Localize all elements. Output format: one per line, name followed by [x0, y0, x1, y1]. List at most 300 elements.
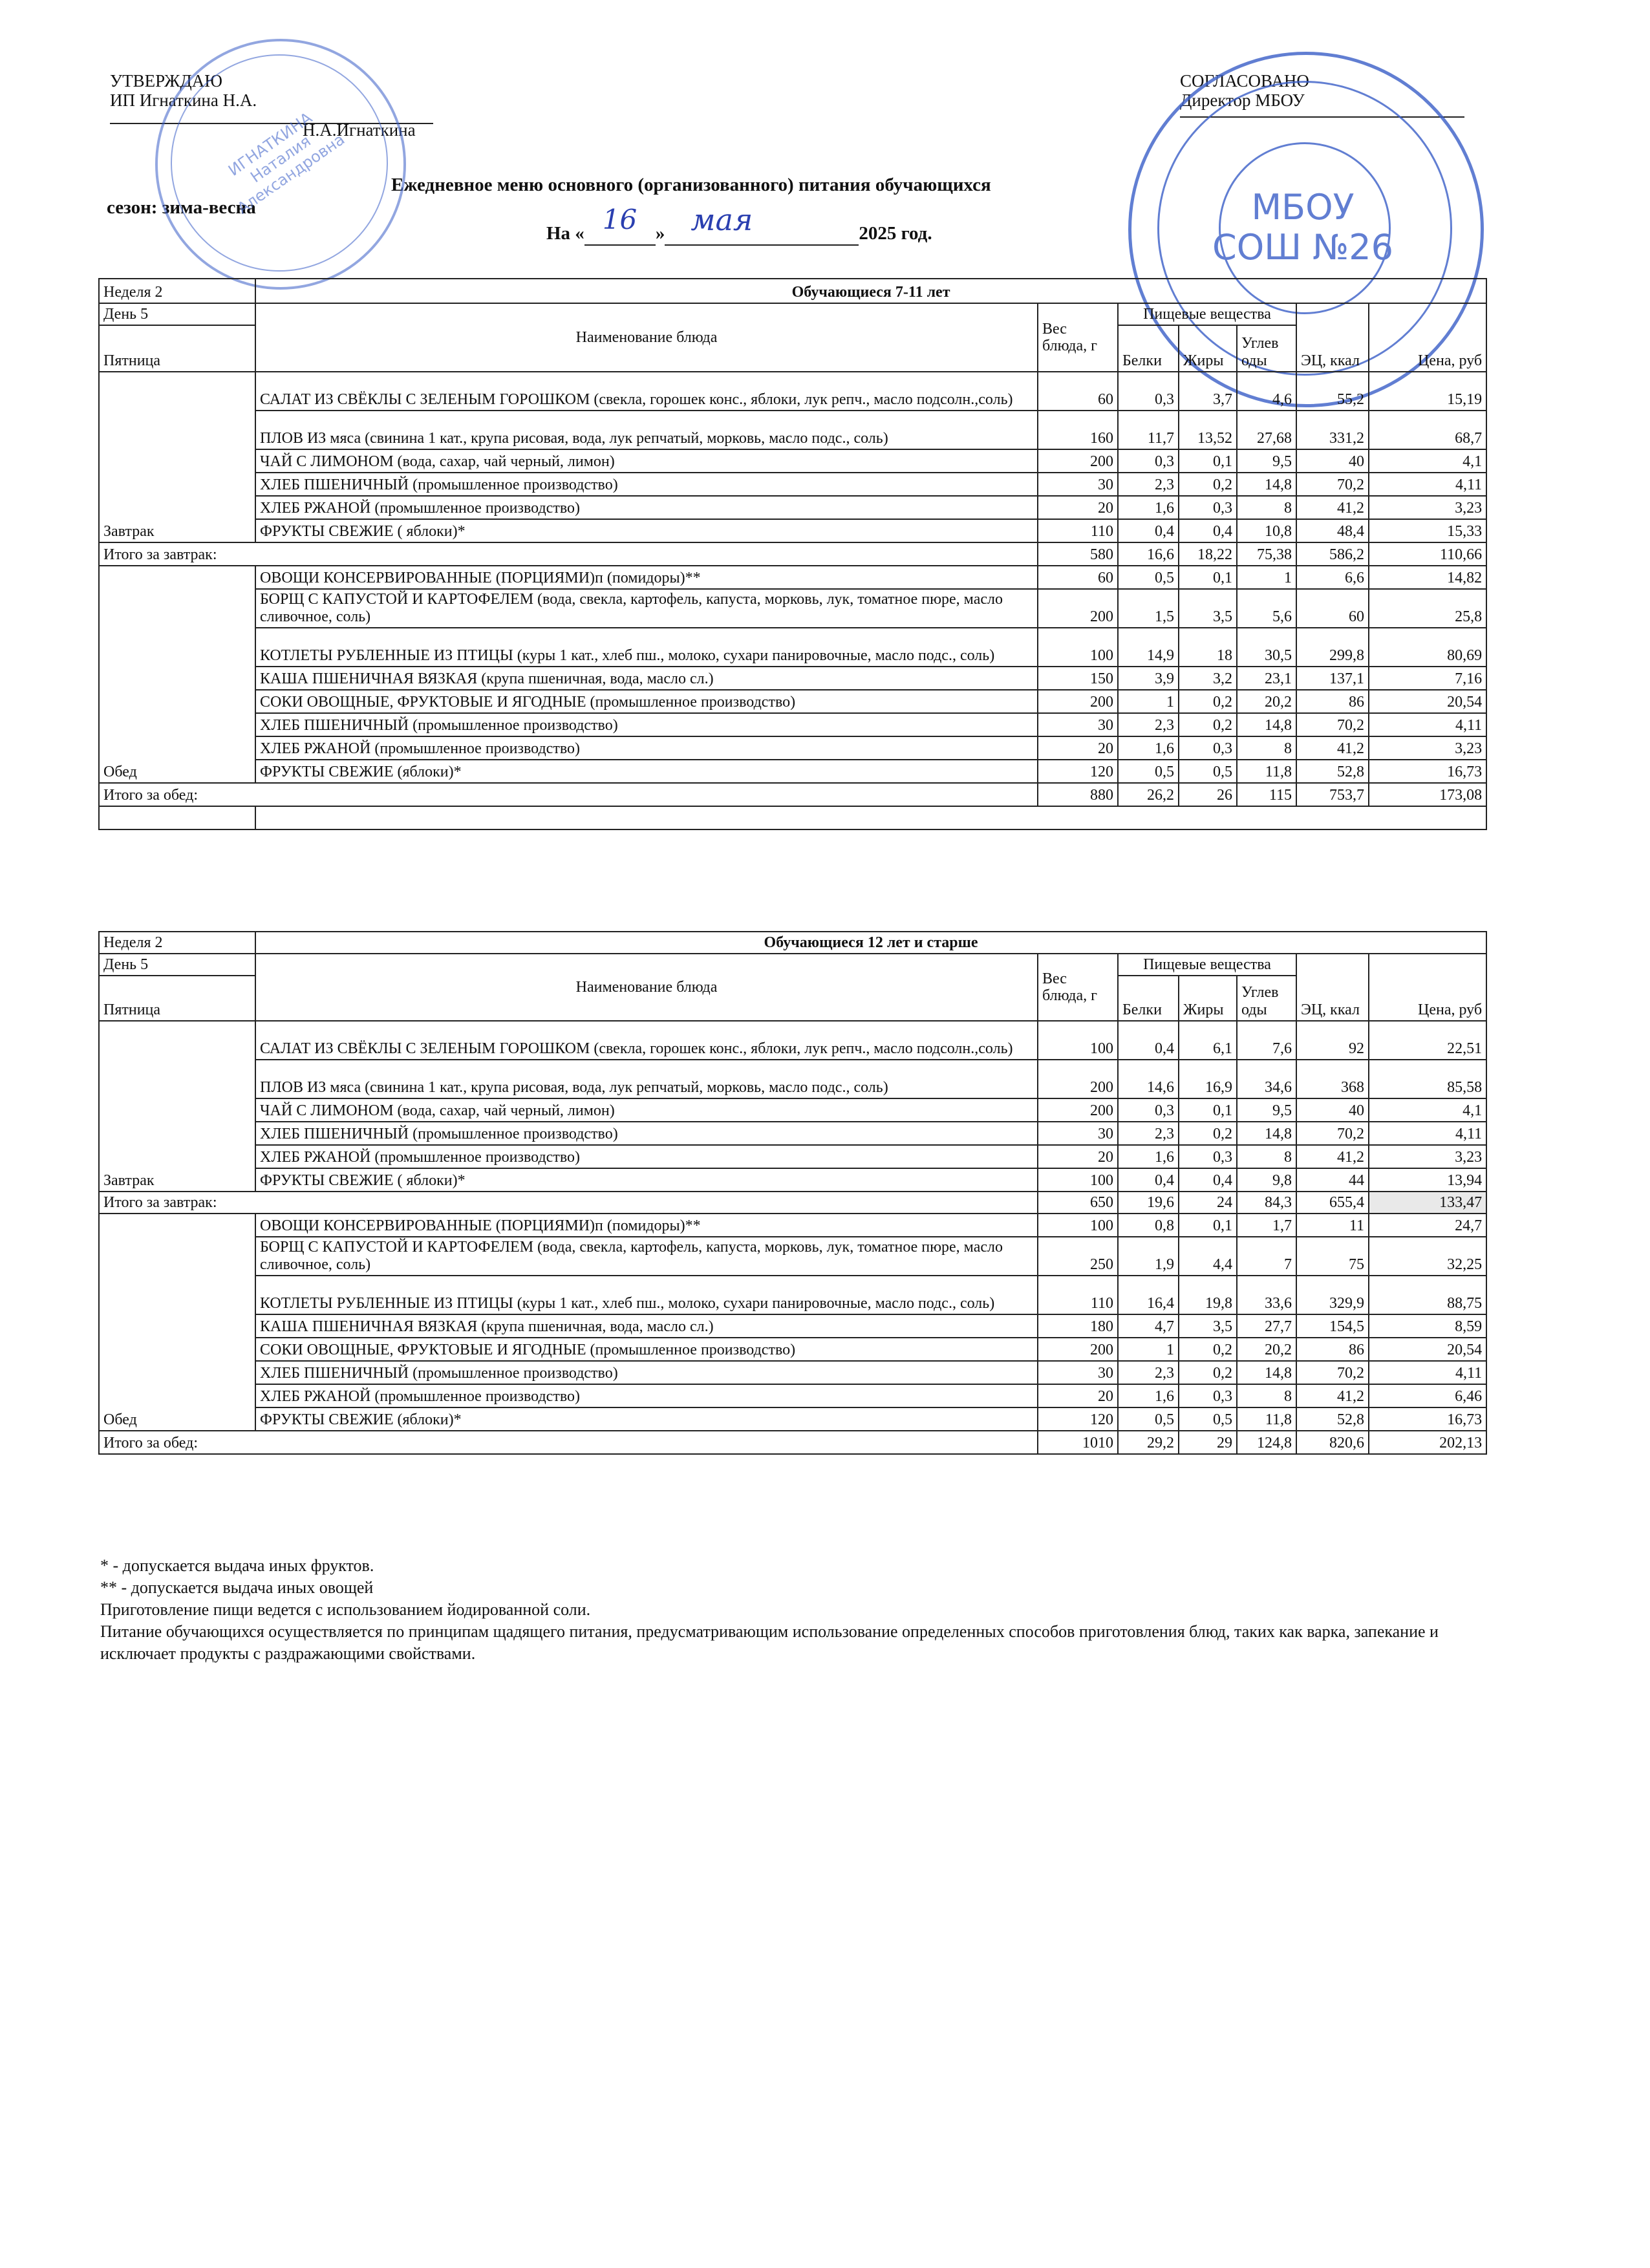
dish-row [99, 496, 1486, 519]
dish-carbs: 27,68 [1237, 411, 1296, 449]
dish-fat: 0,3 [1179, 496, 1237, 519]
total-price: 173,08 [1369, 783, 1486, 806]
dish-carbs: 8 [1237, 1145, 1296, 1168]
dish-protein: 1,6 [1118, 1384, 1179, 1407]
dish-row [99, 628, 1486, 667]
dish-energy: 70,2 [1296, 1361, 1369, 1384]
left-stamp-text: ИГНАТКИНА Наталия Александровна [224, 109, 348, 218]
weekday-label: Пятница [99, 976, 255, 1021]
date-suffix: 2025 год. [859, 223, 932, 244]
dish-row [99, 667, 1486, 690]
dish-name: САЛАТ ИЗ СВЁКЛЫ С ЗЕЛЕНЫМ ГОРОШКОМ (свекла, горошек конс., яблоки, лук репч., масло подсолн.,соль) [255, 1021, 1038, 1060]
dish-protein: 1 [1118, 690, 1179, 713]
dish-energy: 86 [1296, 1338, 1369, 1361]
dish-weight: 180 [1038, 1314, 1118, 1338]
dish-fat: 3,5 [1179, 589, 1237, 628]
dish-name: ЧАЙ С ЛИМОНОМ (вода, сахар, чай черный, лимон) [255, 1098, 1038, 1122]
footnotes [100, 1555, 1490, 1665]
total-energy: 753,7 [1296, 783, 1369, 806]
dish-price: 24,7 [1369, 1214, 1486, 1237]
dish-carbs: 23,1 [1237, 667, 1296, 690]
total-protein: 29,2 [1118, 1431, 1179, 1454]
dish-carbs: 11,8 [1237, 760, 1296, 783]
dish-protein: 0,4 [1118, 1168, 1179, 1192]
total-weight: 580 [1038, 542, 1118, 566]
date-mid: » [655, 223, 665, 244]
total-energy: 655,4 [1296, 1192, 1369, 1214]
dish-name: ХЛЕБ ПШЕНИЧНЫЙ (промышленное производство) [255, 713, 1038, 736]
dish-name: БОРЩ С КАПУСТОЙ И КАРТОФЕЛЕМ (вода, свекла, картофель, капуста, морковь, лук, томатное пюре, масло сливочное, соль) [255, 1237, 1038, 1276]
dish-carbs: 9,5 [1237, 449, 1296, 473]
dish-weight: 110 [1038, 1276, 1118, 1314]
approve-title: УТВЕРЖДАЮ [110, 71, 223, 91]
dish-row [99, 1276, 1486, 1314]
dish-fat: 0,2 [1179, 713, 1237, 736]
col-nutrients: Пищевые вещества [1118, 303, 1296, 325]
lunch-rows-junior [99, 566, 1486, 783]
breakfast-rows-junior [99, 372, 1486, 542]
dish-price: 20,54 [1369, 1338, 1486, 1361]
dish-price: 4,1 [1369, 449, 1486, 473]
dish-weight: 30 [1038, 473, 1118, 496]
total-carbs: 124,8 [1237, 1431, 1296, 1454]
total-energy: 820,6 [1296, 1431, 1369, 1454]
total-label: Итого за завтрак: [99, 542, 1038, 566]
dish-row [99, 1145, 1486, 1168]
date-day: 16 [602, 204, 638, 235]
dish-energy: 40 [1296, 449, 1369, 473]
dish-carbs: 7 [1237, 1237, 1296, 1276]
day-label: День 5 [99, 303, 255, 325]
dish-price: 3,23 [1369, 736, 1486, 760]
dish-weight: 200 [1038, 690, 1118, 713]
dish-row [99, 1384, 1486, 1407]
breakfast-total-row [99, 542, 1486, 566]
dish-price: 32,25 [1369, 1237, 1486, 1276]
col-dish-name: Наименование блюда [255, 303, 1038, 372]
dish-protein: 2,3 [1118, 713, 1179, 736]
dish-energy: 41,2 [1296, 1384, 1369, 1407]
total-carbs: 84,3 [1237, 1192, 1296, 1214]
dish-row [99, 1237, 1486, 1276]
dish-fat: 16,9 [1179, 1060, 1237, 1098]
dish-weight: 30 [1038, 1361, 1118, 1384]
col-fat: Жиры [1179, 325, 1237, 372]
lunch-total-row [99, 1431, 1486, 1454]
total-label: Итого за обед: [99, 1431, 1038, 1454]
col-protein: Белки [1118, 325, 1179, 372]
dish-protein: 16,4 [1118, 1276, 1179, 1314]
total-fat: 29 [1179, 1431, 1237, 1454]
season-label: сезон: зима-весна [107, 197, 256, 218]
col-protein: Белки [1118, 976, 1179, 1021]
menu-table-junior [98, 278, 1487, 830]
dish-name: ОВОЩИ КОНСЕРВИРОВАННЫЕ (ПОРЦИЯМИ)п (помидоры)** [255, 1214, 1038, 1237]
dish-name: ФРУКТЫ СВЕЖИЕ ( яблоки)* [255, 1168, 1038, 1192]
meal-label: Завтрак [99, 1021, 255, 1192]
note-gentle-nutrition: Питание обучающихся осуществляется по принципам щадящего питания, предусматривающим использование определенных способов приготовления блюд, таких как варка, запекание и исключает продукты с раздражающими свойствами. [100, 1622, 1439, 1663]
dish-protein: 0,3 [1118, 1098, 1179, 1122]
dish-price: 16,73 [1369, 760, 1486, 783]
dish-weight: 150 [1038, 667, 1118, 690]
left-stamp [155, 39, 406, 290]
day-label: День 5 [99, 954, 255, 976]
breakfast-total-row [99, 1192, 1486, 1214]
dish-weight: 250 [1038, 1237, 1118, 1276]
weekday-label: Пятница [99, 325, 255, 372]
dish-protein: 1,9 [1118, 1237, 1179, 1276]
right-stamp-line2: СОШ №26 [1212, 227, 1393, 268]
dish-price: 25,8 [1369, 589, 1486, 628]
dish-row [99, 372, 1486, 411]
dish-fat: 0,1 [1179, 566, 1237, 589]
total-weight: 880 [1038, 783, 1118, 806]
dish-protein: 1,5 [1118, 589, 1179, 628]
total-fat: 18,22 [1179, 542, 1237, 566]
dish-price: 14,82 [1369, 566, 1486, 589]
dish-fat: 3,2 [1179, 667, 1237, 690]
dish-weight: 200 [1038, 1060, 1118, 1098]
dish-energy: 55,2 [1296, 372, 1369, 411]
dish-price: 20,54 [1369, 690, 1486, 713]
dish-energy: 137,1 [1296, 667, 1369, 690]
dish-carbs: 27,7 [1237, 1314, 1296, 1338]
dish-fat: 0,2 [1179, 1122, 1237, 1145]
dish-fat: 0,4 [1179, 1168, 1237, 1192]
total-weight: 1010 [1038, 1431, 1118, 1454]
dish-carbs: 7,6 [1237, 1021, 1296, 1060]
total-price: 202,13 [1369, 1431, 1486, 1454]
dish-fat: 0,1 [1179, 1214, 1237, 1237]
dish-weight: 30 [1038, 1122, 1118, 1145]
meal-label: Обед [99, 566, 255, 783]
dish-name: КАША ПШЕНИЧНАЯ ВЯЗКАЯ (крупа пшеничная, вода, масло сл.) [255, 1314, 1038, 1338]
dish-row [99, 713, 1486, 736]
breakfast-rows-senior [99, 1021, 1486, 1192]
dish-name: САЛАТ ИЗ СВЁКЛЫ С ЗЕЛЕНЫМ ГОРОШКОМ (свекла, горошек конс., яблоки, лук репч., масло подсолн.,соль) [255, 372, 1038, 411]
dish-price: 15,19 [1369, 372, 1486, 411]
dish-row [99, 1060, 1486, 1098]
dish-carbs: 33,6 [1237, 1276, 1296, 1314]
spacer-row [99, 806, 1486, 829]
dish-protein: 1,6 [1118, 736, 1179, 760]
dish-weight: 110 [1038, 519, 1118, 542]
dish-weight: 60 [1038, 566, 1118, 589]
total-carbs: 115 [1237, 783, 1296, 806]
dish-protein: 0,4 [1118, 1021, 1179, 1060]
dish-row [99, 736, 1486, 760]
dish-protein: 0,3 [1118, 372, 1179, 411]
dish-fat: 0,1 [1179, 449, 1237, 473]
total-fat: 26 [1179, 783, 1237, 806]
dish-name: ХЛЕБ РЖАНОЙ (промышленное производство) [255, 496, 1038, 519]
dish-fat: 0,1 [1179, 1098, 1237, 1122]
lunch-total-row [99, 783, 1486, 806]
dish-price: 16,73 [1369, 1407, 1486, 1431]
dish-protein: 3,9 [1118, 667, 1179, 690]
col-carbs: Углев оды [1237, 976, 1296, 1021]
dish-price: 7,16 [1369, 667, 1486, 690]
dish-row [99, 1214, 1486, 1237]
dish-row [99, 690, 1486, 713]
dish-fat: 0,2 [1179, 690, 1237, 713]
dish-fat: 0,3 [1179, 1145, 1237, 1168]
dish-row [99, 589, 1486, 628]
dish-energy: 41,2 [1296, 736, 1369, 760]
dish-carbs: 1 [1237, 566, 1296, 589]
dish-fat: 18 [1179, 628, 1237, 667]
dish-weight: 200 [1038, 589, 1118, 628]
dish-name: ФРУКТЫ СВЕЖИЕ (яблоки)* [255, 760, 1038, 783]
total-protein: 19,6 [1118, 1192, 1179, 1214]
dish-name: СОКИ ОВОЩНЫЕ, ФРУКТОВЫЕ И ЯГОДНЫЕ (промышленное производство) [255, 1338, 1038, 1361]
total-fat: 24 [1179, 1192, 1237, 1214]
dish-row [99, 411, 1486, 449]
dish-price: 6,46 [1369, 1384, 1486, 1407]
dish-energy: 70,2 [1296, 473, 1369, 496]
right-stamp-line1: МБОУ [1251, 187, 1355, 228]
dish-energy: 329,9 [1296, 1276, 1369, 1314]
dish-name: ПЛОВ ИЗ мяса (свинина 1 кат., крупа рисовая, вода, лук репчатый, морковь, масло подс., соль) [255, 411, 1038, 449]
dish-fat: 0,2 [1179, 473, 1237, 496]
dish-weight: 100 [1038, 1021, 1118, 1060]
dish-weight: 200 [1038, 449, 1118, 473]
date-month: мая [691, 202, 753, 237]
agree-title: СОГЛАСОВАНО [1180, 71, 1309, 91]
dish-fat: 0,2 [1179, 1338, 1237, 1361]
total-price: 133,47 [1369, 1192, 1486, 1214]
dish-protein: 14,6 [1118, 1060, 1179, 1098]
dish-energy: 11 [1296, 1214, 1369, 1237]
dish-fat: 19,8 [1179, 1276, 1237, 1314]
dish-carbs: 14,8 [1237, 1361, 1296, 1384]
dish-carbs: 11,8 [1237, 1407, 1296, 1431]
dish-energy: 92 [1296, 1021, 1369, 1060]
date-day-field [584, 204, 656, 246]
page-title: Ежедневное меню основного (организованного) питания обучающихся [391, 175, 991, 195]
dish-weight: 20 [1038, 736, 1118, 760]
dish-carbs: 8 [1237, 736, 1296, 760]
dish-energy: 44 [1296, 1168, 1369, 1192]
dish-carbs: 8 [1237, 496, 1296, 519]
dish-fat: 0,3 [1179, 736, 1237, 760]
dish-energy: 52,8 [1296, 1407, 1369, 1431]
dish-fat: 3,5 [1179, 1314, 1237, 1338]
approve-org: ИП Игнаткина Н.А. [110, 91, 257, 110]
total-energy: 586,2 [1296, 542, 1369, 566]
dish-row [99, 449, 1486, 473]
group-title: Обучающиеся 7-11 лет [255, 279, 1486, 303]
dish-name: ФРУКТЫ СВЕЖИЕ ( яблоки)* [255, 519, 1038, 542]
dish-carbs: 1,7 [1237, 1214, 1296, 1237]
dish-name: ОВОЩИ КОНСЕРВИРОВАННЫЕ (ПОРЦИЯМИ)п (помидоры)** [255, 566, 1038, 589]
dish-row [99, 1021, 1486, 1060]
dish-price: 4,11 [1369, 713, 1486, 736]
dish-weight: 20 [1038, 496, 1118, 519]
total-protein: 26,2 [1118, 783, 1179, 806]
dish-price: 13,94 [1369, 1168, 1486, 1192]
dish-carbs: 8 [1237, 1384, 1296, 1407]
dish-carbs: 30,5 [1237, 628, 1296, 667]
dish-protein: 1,6 [1118, 496, 1179, 519]
dish-price: 68,7 [1369, 411, 1486, 449]
dish-row [99, 1168, 1486, 1192]
dish-price: 4,11 [1369, 1122, 1486, 1145]
dish-carbs: 9,5 [1237, 1098, 1296, 1122]
dish-name: СОКИ ОВОЩНЫЕ, ФРУКТОВЫЕ И ЯГОДНЫЕ (промышленное производство) [255, 690, 1038, 713]
dish-weight: 60 [1038, 372, 1118, 411]
dish-energy: 41,2 [1296, 1145, 1369, 1168]
dish-energy: 40 [1296, 1098, 1369, 1122]
dish-row [99, 1122, 1486, 1145]
col-weight: Вес блюда, г [1038, 954, 1118, 1021]
col-price: Цена, руб [1369, 976, 1486, 1021]
agree-position: Директор МБОУ [1180, 91, 1305, 110]
dish-weight: 100 [1038, 1168, 1118, 1192]
total-label: Итого за завтрак: [99, 1192, 1038, 1214]
col-energy: ЭЦ, ккал [1296, 325, 1369, 372]
dish-name: ХЛЕБ РЖАНОЙ (промышленное производство) [255, 1384, 1038, 1407]
dish-protein: 14,9 [1118, 628, 1179, 667]
total-price: 110,66 [1369, 542, 1486, 566]
dish-energy: 48,4 [1296, 519, 1369, 542]
dish-row [99, 473, 1486, 496]
group-title: Обучающиеся 12 лет и старше [255, 932, 1486, 954]
total-label: Итого за обед: [99, 783, 1038, 806]
dish-weight: 20 [1038, 1384, 1118, 1407]
dish-row [99, 760, 1486, 783]
dish-weight: 120 [1038, 760, 1118, 783]
approve-signer: Н.А.Игнаткина [303, 120, 416, 140]
dish-name: ЧАЙ С ЛИМОНОМ (вода, сахар, чай черный, лимон) [255, 449, 1038, 473]
dish-weight: 160 [1038, 411, 1118, 449]
dish-protein: 4,7 [1118, 1314, 1179, 1338]
menu-table-senior [98, 931, 1487, 1455]
dish-name: ХЛЕБ РЖАНОЙ (промышленное производство) [255, 1145, 1038, 1168]
date-prefix: На « [546, 223, 584, 244]
col-dish-name: Наименование блюда [255, 954, 1038, 1021]
dish-energy: 70,2 [1296, 1122, 1369, 1145]
dish-row [99, 1407, 1486, 1431]
right-stamp-center [1131, 187, 1474, 268]
dish-weight: 20 [1038, 1145, 1118, 1168]
footnote-vegetables: ** - допускается выдача иных овощей [100, 1578, 374, 1597]
dish-fat: 0,4 [1179, 519, 1237, 542]
week-label: Неделя 2 [99, 279, 255, 303]
footnote-fruits: * - допускается выдача иных фруктов. [100, 1556, 374, 1575]
dish-carbs: 34,6 [1237, 1060, 1296, 1098]
date-line [546, 202, 932, 246]
dish-protein: 0,3 [1118, 449, 1179, 473]
dish-carbs: 10,8 [1237, 519, 1296, 542]
dish-energy: 41,2 [1296, 496, 1369, 519]
dish-row [99, 1098, 1486, 1122]
dish-fat: 0,5 [1179, 760, 1237, 783]
dish-energy: 60 [1296, 589, 1369, 628]
col-weight: Вес блюда, г [1038, 303, 1118, 372]
dish-energy: 52,8 [1296, 760, 1369, 783]
dish-fat: 4,4 [1179, 1237, 1237, 1276]
dish-energy: 154,5 [1296, 1314, 1369, 1338]
dish-protein: 2,3 [1118, 1361, 1179, 1384]
dish-carbs: 14,8 [1237, 713, 1296, 736]
week-label: Неделя 2 [99, 932, 255, 954]
dish-fat: 3,7 [1179, 372, 1237, 411]
dish-name: КОТЛЕТЫ РУБЛЕННЫЕ ИЗ ПТИЦЫ (куры 1 кат., хлеб пш., молоко, сухари панировочные, масло подс., соль) [255, 1276, 1038, 1314]
dish-fat: 6,1 [1179, 1021, 1237, 1060]
dish-price: 80,69 [1369, 628, 1486, 667]
dish-carbs: 9,8 [1237, 1168, 1296, 1192]
dish-name: ХЛЕБ ПШЕНИЧНЫЙ (промышленное производство) [255, 473, 1038, 496]
col-fat: Жиры [1179, 976, 1237, 1021]
dish-carbs: 20,2 [1237, 690, 1296, 713]
dish-name: ПЛОВ ИЗ мяса (свинина 1 кат., крупа рисовая, вода, лук репчатый, морковь, масло подс., соль) [255, 1060, 1038, 1098]
dish-protein: 0,8 [1118, 1214, 1179, 1237]
dish-energy: 86 [1296, 690, 1369, 713]
dish-weight: 100 [1038, 628, 1118, 667]
dish-name: ХЛЕБ ПШЕНИЧНЫЙ (промышленное производство) [255, 1361, 1038, 1384]
dish-price: 4,11 [1369, 473, 1486, 496]
dish-energy: 70,2 [1296, 713, 1369, 736]
dish-weight: 120 [1038, 1407, 1118, 1431]
dish-name: ФРУКТЫ СВЕЖИЕ (яблоки)* [255, 1407, 1038, 1431]
col-price: Цена, руб [1369, 325, 1486, 372]
dish-name: ХЛЕБ ПШЕНИЧНЫЙ (промышленное производство) [255, 1122, 1038, 1145]
dish-price: 85,58 [1369, 1060, 1486, 1098]
col-nutrients: Пищевые вещества [1118, 954, 1296, 976]
dish-protein: 0,5 [1118, 566, 1179, 589]
dish-protein: 0,5 [1118, 760, 1179, 783]
dish-protein: 1,6 [1118, 1145, 1179, 1168]
meal-label: Обед [99, 1214, 255, 1431]
dish-price: 8,59 [1369, 1314, 1486, 1338]
dish-energy: 331,2 [1296, 411, 1369, 449]
dish-protein: 0,4 [1118, 519, 1179, 542]
dish-name: КАША ПШЕНИЧНАЯ ВЯЗКАЯ (крупа пшеничная, вода, масло сл.) [255, 667, 1038, 690]
dish-protein: 2,3 [1118, 473, 1179, 496]
dish-energy: 368 [1296, 1060, 1369, 1098]
dish-protein: 0,5 [1118, 1407, 1179, 1431]
dish-fat: 0,3 [1179, 1384, 1237, 1407]
dish-price: 3,23 [1369, 1145, 1486, 1168]
dish-carbs: 5,6 [1237, 589, 1296, 628]
dish-price: 3,23 [1369, 496, 1486, 519]
dish-row [99, 1361, 1486, 1384]
col-energy: ЭЦ, ккал [1296, 976, 1369, 1021]
dish-carbs: 20,2 [1237, 1338, 1296, 1361]
dish-row [99, 1338, 1486, 1361]
lunch-rows-senior [99, 1214, 1486, 1431]
dish-carbs: 14,8 [1237, 473, 1296, 496]
total-carbs: 75,38 [1237, 542, 1296, 566]
col-carbs: Углев оды [1237, 325, 1296, 372]
dish-protein: 1 [1118, 1338, 1179, 1361]
dish-weight: 200 [1038, 1098, 1118, 1122]
dish-price: 22,51 [1369, 1021, 1486, 1060]
dish-name: ХЛЕБ РЖАНОЙ (промышленное производство) [255, 736, 1038, 760]
dish-row [99, 1314, 1486, 1338]
dish-carbs: 4,6 [1237, 372, 1296, 411]
dish-fat: 0,5 [1179, 1407, 1237, 1431]
dish-fat: 13,52 [1179, 411, 1237, 449]
total-protein: 16,6 [1118, 542, 1179, 566]
dish-carbs: 14,8 [1237, 1122, 1296, 1145]
total-weight: 650 [1038, 1192, 1118, 1214]
dish-weight: 100 [1038, 1214, 1118, 1237]
dish-price: 4,1 [1369, 1098, 1486, 1122]
date-month-field [665, 202, 859, 246]
dish-protein: 2,3 [1118, 1122, 1179, 1145]
